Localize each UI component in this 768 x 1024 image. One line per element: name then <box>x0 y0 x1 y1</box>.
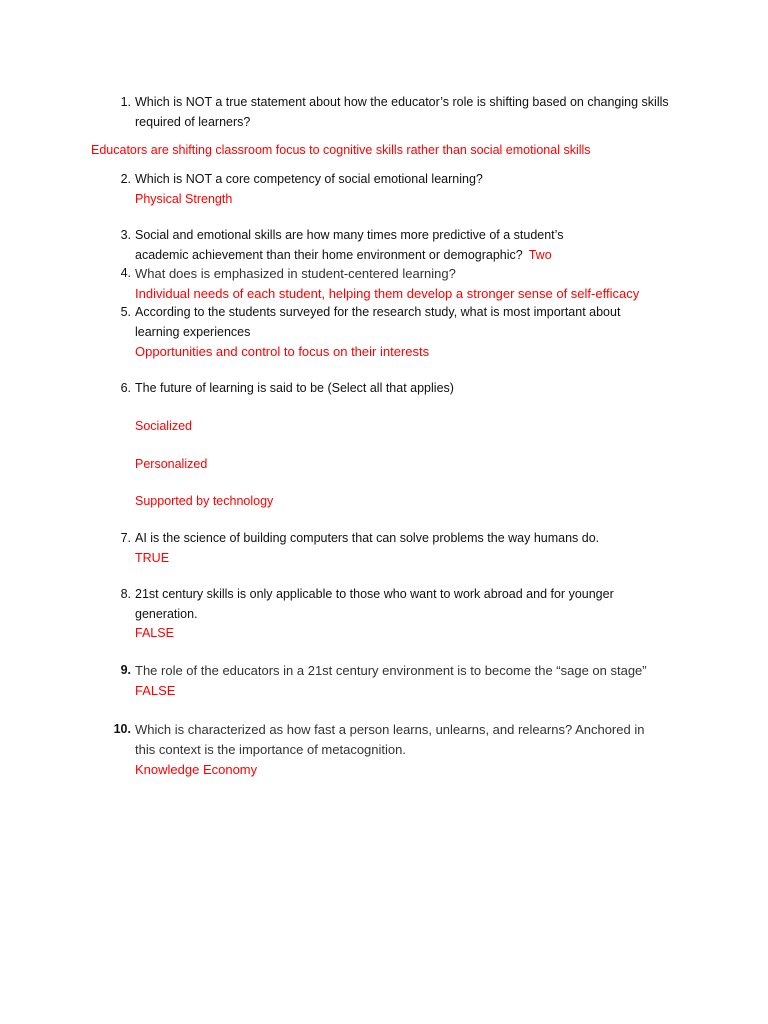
answer-text: TRUE <box>135 550 170 565</box>
question-number: 2. <box>120 172 131 186</box>
question-number: 4. <box>120 266 131 280</box>
question-7 <box>109 529 689 568</box>
answer-text: FALSE <box>135 626 174 640</box>
question-text: According to the students surveyed for the research study, what is most important about learning experiences <box>135 305 621 339</box>
question-1-answer: Educators are shifting classroom focus to cognitive skills rather than social emotional skills <box>91 143 591 157</box>
question-text: What does is emphasized in student-centered learning? <box>135 266 456 281</box>
answer-text: FALSE <box>135 683 176 698</box>
answer-text: Physical Strength <box>135 191 233 206</box>
question-text-content: Social and emotional skills are how many times more predictive of a student’s academic achievement than their home environment or demographic? <box>135 228 564 262</box>
question-number: 10. <box>113 722 131 736</box>
question-text: The role of the educators in a 21st century environment is to become the “sage on stage” <box>135 663 647 678</box>
option-supported-by-technology: Supported by technology <box>135 494 274 508</box>
answer-text: Opportunities and control to focus on their interests <box>135 344 430 359</box>
question-text <box>135 226 609 265</box>
question-6 <box>109 379 689 399</box>
question-2 <box>109 170 689 209</box>
answer-text: Individual needs of each student, helping them develop a stronger sense of self-efficacy <box>135 286 640 301</box>
question-3 <box>109 226 609 265</box>
question-9 <box>109 661 709 701</box>
question-text: AI is the science of building computers that can solve problems the way humans do. <box>135 531 600 545</box>
question-number: 8. <box>120 587 131 601</box>
answer-text: Knowledge Economy <box>135 762 258 777</box>
question-text: Which is NOT a true statement about how the educator’s role is shifting based on changing skills required of learners? <box>135 95 669 129</box>
answer-text: Two <box>528 247 552 262</box>
question-10 <box>109 720 649 780</box>
option-socialized: Socialized <box>135 419 192 433</box>
question-number: 6. <box>120 381 131 395</box>
question-number: 7. <box>120 531 131 545</box>
question-number: 3. <box>120 228 131 242</box>
question-5 <box>109 303 629 362</box>
question-text: Which is NOT a core competency of social emotional learning? <box>135 172 483 186</box>
option-personalized: Personalized <box>135 457 208 471</box>
question-text: 21st century skills is only applicable to those who want to work abroad and for younger generation. <box>135 587 614 621</box>
question-number: 5. <box>120 305 131 319</box>
question-text: The future of learning is said to be (Select all that applies) <box>135 381 454 395</box>
question-number: 9. <box>120 663 131 677</box>
question-text: Which is characterized as how fast a person learns, unlearns, and relearns? Anchored in this context is the importance of metacognition. <box>135 722 645 757</box>
question-1 <box>109 93 689 132</box>
question-4 <box>109 264 709 304</box>
question-number: 1. <box>120 95 131 109</box>
question-8 <box>109 585 619 644</box>
